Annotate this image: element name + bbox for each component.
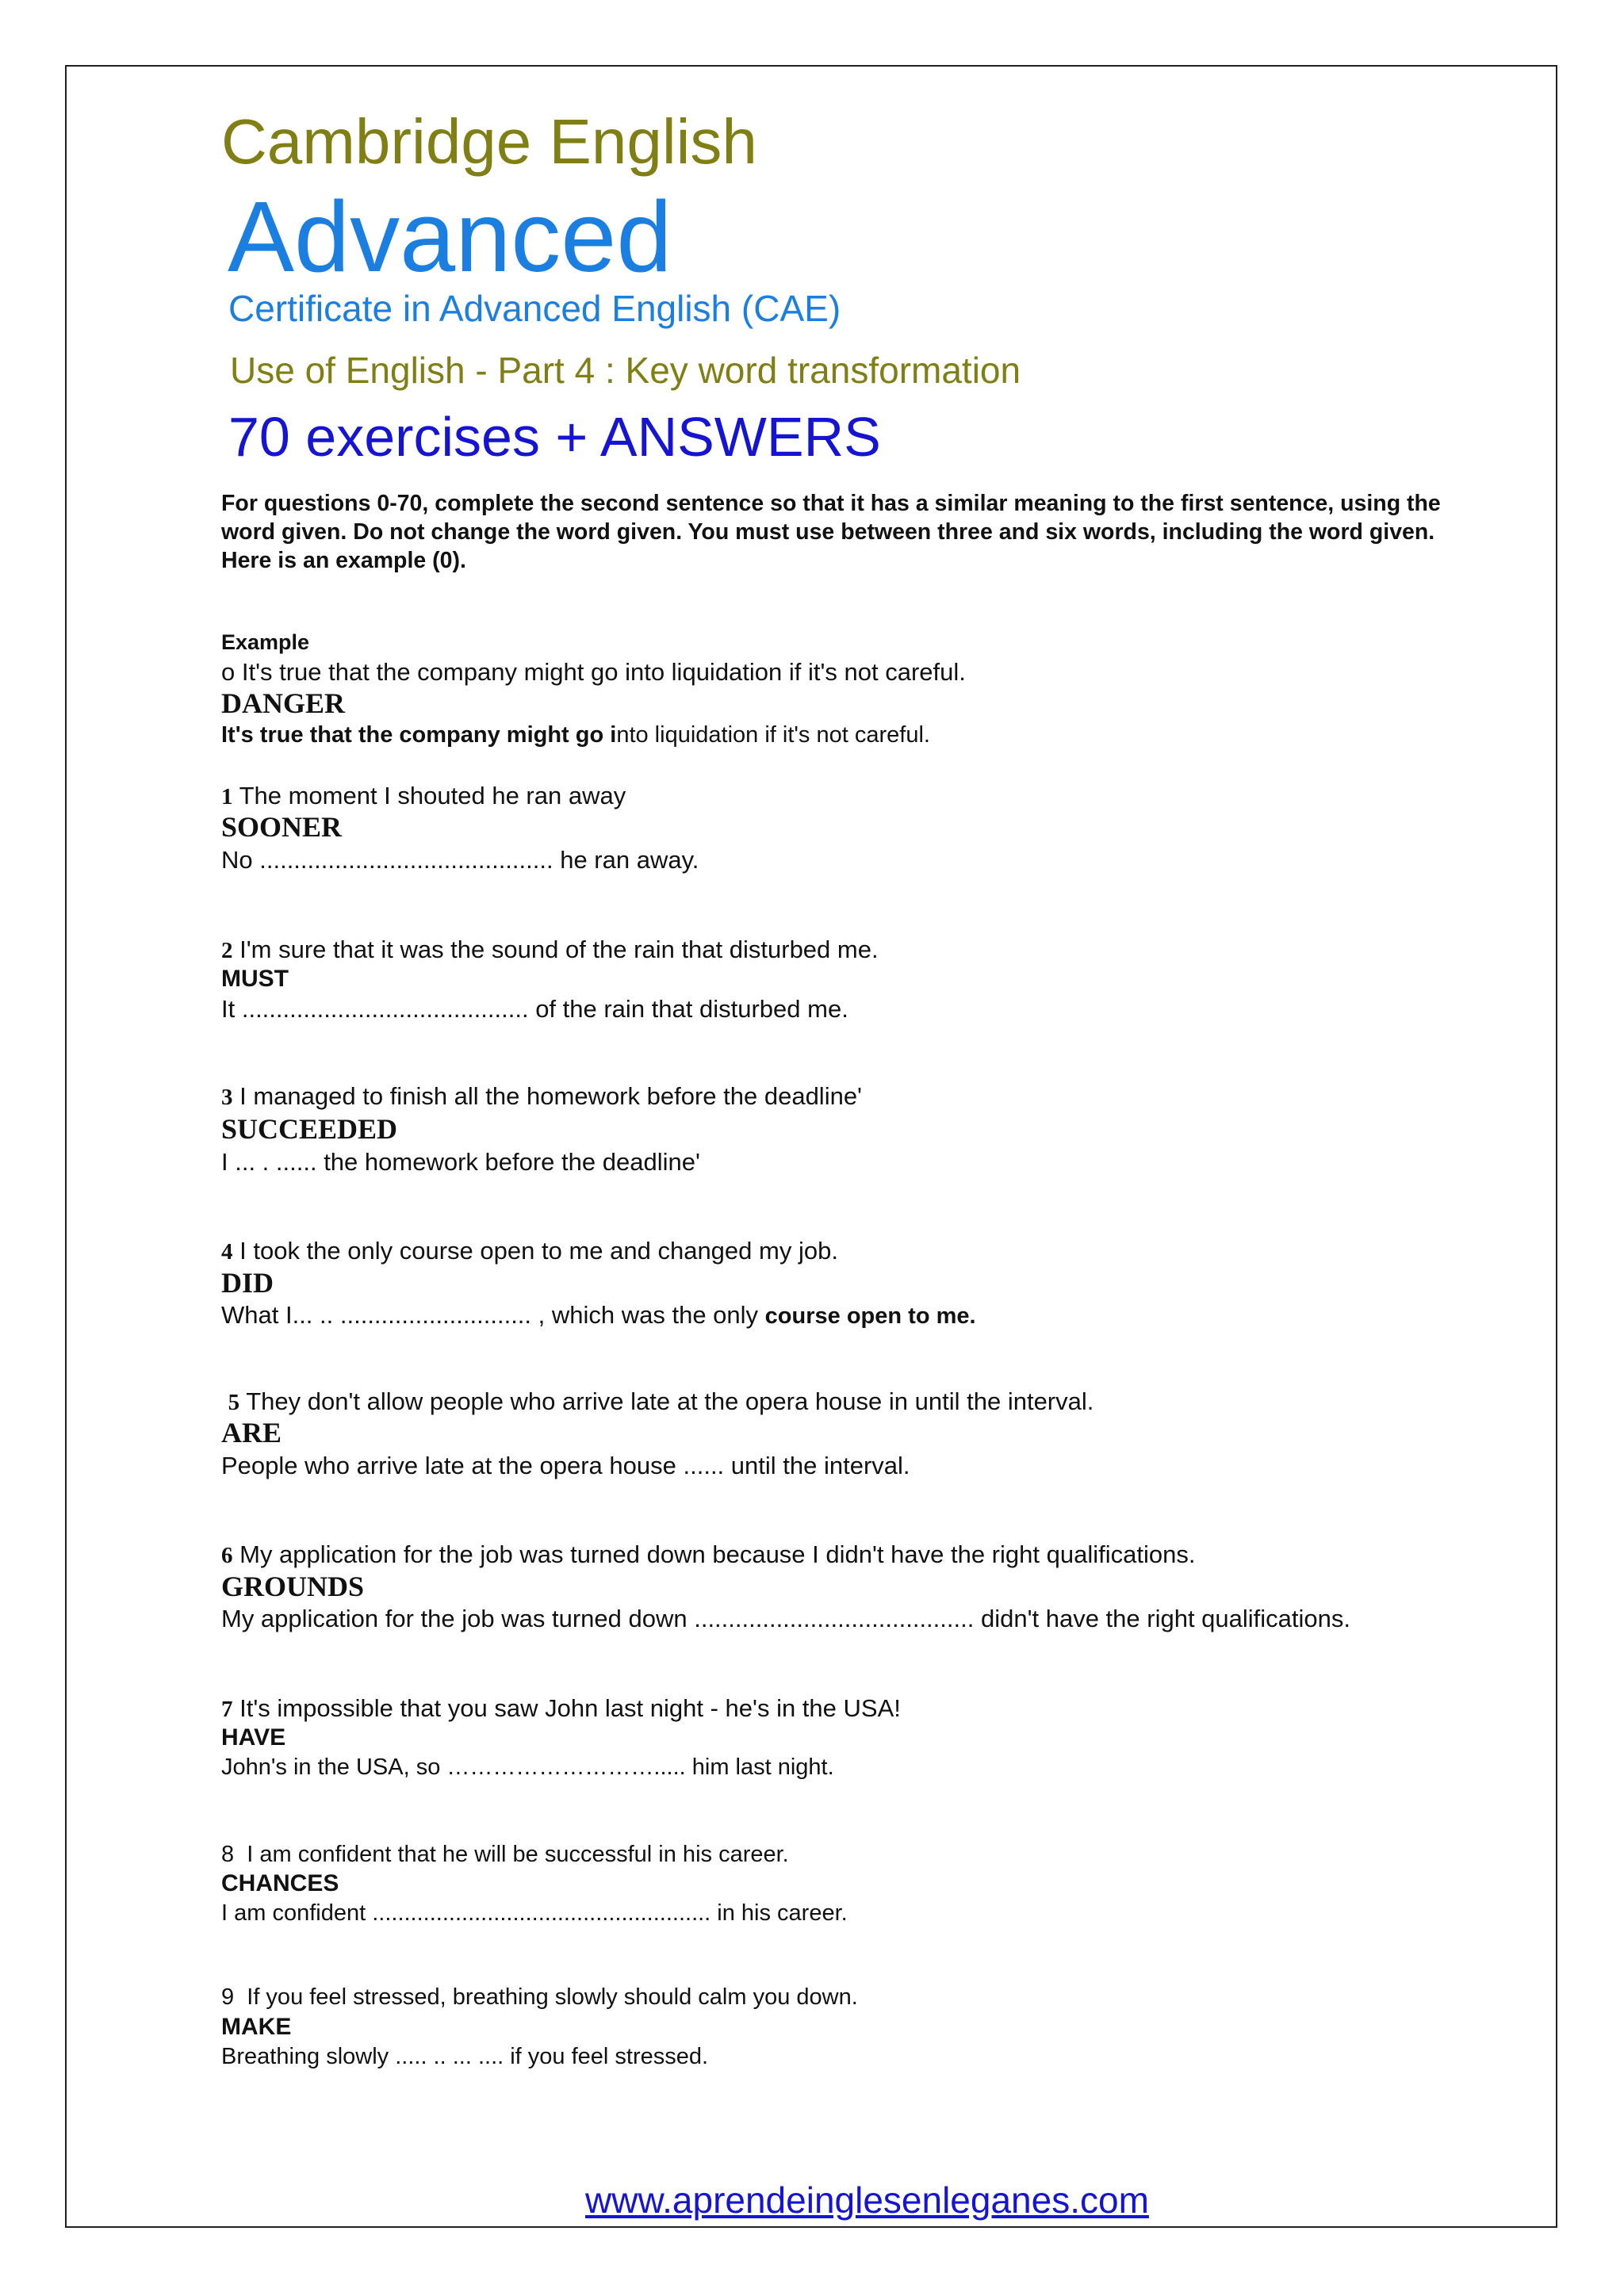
question-3-answer: I ... . ...... the homework before the deadline' bbox=[221, 1148, 700, 1176]
question-2-keyword: MUST bbox=[221, 966, 289, 992]
instructions bbox=[221, 489, 1490, 575]
title-advanced: Advanced bbox=[228, 181, 672, 293]
example-answer-bold: It's true that the company might go i bbox=[221, 722, 617, 748]
question-answer-text: What I... .. ............................ , which was the only bbox=[221, 1301, 765, 1329]
title-cambridge-english: Cambridge English bbox=[221, 106, 757, 177]
question-8-keyword: CHANCES bbox=[221, 1870, 339, 1896]
website-link[interactable]: www.aprendeinglesenleganes.com bbox=[585, 2179, 1149, 2221]
example-keyword: DANGER bbox=[221, 687, 346, 719]
question-3-sentence bbox=[221, 1084, 862, 1109]
question-5-keyword: ARE bbox=[221, 1417, 282, 1448]
question-7-answer: John's in the USA, so ………………………..... him last night. bbox=[221, 1755, 834, 1780]
question-text: The moment I shouted he ran away bbox=[239, 782, 626, 809]
example-label: Example bbox=[221, 630, 310, 654]
question-number: 9 bbox=[221, 1984, 235, 2010]
example-answer-rest: nto liquidation if it's not careful. bbox=[616, 722, 930, 748]
instructions-example-note: Here is an example (0). bbox=[221, 548, 466, 573]
question-number: 6 bbox=[221, 1543, 233, 1568]
question-9-answer: Breathing slowly ..... .. ... .... if you feel stressed. bbox=[221, 2044, 709, 2069]
subtitle-section: Use of English - Part 4 : Key word transformation bbox=[230, 350, 1021, 391]
question-5-sentence bbox=[221, 1389, 1094, 1414]
question-number: 5 bbox=[228, 1390, 240, 1415]
question-6-keyword: GROUNDS bbox=[221, 1571, 365, 1602]
question-text: I'm sure that it was the sound of the rain that disturbed me. bbox=[239, 936, 879, 963]
question-2-answer: It .......................................... of the rain that disturbed me. bbox=[221, 995, 848, 1023]
question-number: 8 bbox=[221, 1842, 235, 1867]
example-answer bbox=[221, 724, 930, 747]
question-1-answer: No ........................................... he ran away. bbox=[221, 846, 699, 874]
question-6-sentence bbox=[221, 1542, 1195, 1567]
exercise-count-heading: 70 exercises + ANSWERS bbox=[228, 406, 881, 468]
question-4-keyword: DID bbox=[221, 1267, 274, 1299]
question-text: They don't allow people who arrive late at the opera house in until the interval. bbox=[246, 1387, 1094, 1415]
question-answer-bold: course open to me. bbox=[764, 1303, 976, 1329]
example-sentence: o It's true that the company might go into liquidation if it's not careful. bbox=[221, 658, 966, 686]
question-9-sentence bbox=[221, 1986, 858, 2009]
question-number: 1 bbox=[221, 784, 233, 809]
question-number: 4 bbox=[221, 1239, 233, 1265]
question-5-answer: People who arrive late at the opera house ...... until the interval. bbox=[221, 1452, 910, 1479]
question-3-keyword: SUCCEEDED bbox=[221, 1113, 398, 1145]
question-9-keyword: MAKE bbox=[221, 2014, 292, 2040]
question-8-answer: I am confident ..................................................... in his career. bbox=[221, 1900, 848, 1926]
question-4-sentence bbox=[221, 1238, 838, 1264]
question-1-keyword: SOONER bbox=[221, 811, 343, 843]
subtitle-certificate: Certificate in Advanced English (CAE) bbox=[228, 288, 841, 329]
question-text: I am confident that he will be successful in his career. bbox=[247, 1842, 789, 1867]
question-text: My application for the job was turned down because I didn't have the right qualifications. bbox=[239, 1540, 1196, 1568]
instructions-text: For questions 0-70, complete the second sentence so that it has a similar meaning to the first sentence, using the word given. Do not change the word given. You must use between three and six words, including the word given. bbox=[221, 491, 1441, 545]
question-text: It's impossible that you saw John last night - he's in the USA! bbox=[239, 1694, 901, 1722]
question-text: I took the only course open to me and changed my job. bbox=[239, 1237, 838, 1265]
question-6-answer: My application for the job was turned down ......................................... didn't have the right qualifications. bbox=[221, 1605, 1351, 1632]
question-7-keyword: HAVE bbox=[221, 1724, 286, 1751]
question-8-sentence bbox=[221, 1843, 789, 1866]
question-7-sentence bbox=[221, 1696, 901, 1721]
question-2-sentence bbox=[221, 937, 879, 962]
question-text: If you feel stressed, breathing slowly should calm you down. bbox=[247, 1984, 858, 2010]
question-1-sentence bbox=[221, 783, 626, 809]
question-text: I managed to finish all the homework before the deadline' bbox=[239, 1082, 862, 1110]
question-number: 7 bbox=[221, 1697, 233, 1722]
question-number: 3 bbox=[221, 1085, 233, 1110]
question-4-answer bbox=[221, 1303, 976, 1328]
question-number: 2 bbox=[221, 938, 233, 963]
